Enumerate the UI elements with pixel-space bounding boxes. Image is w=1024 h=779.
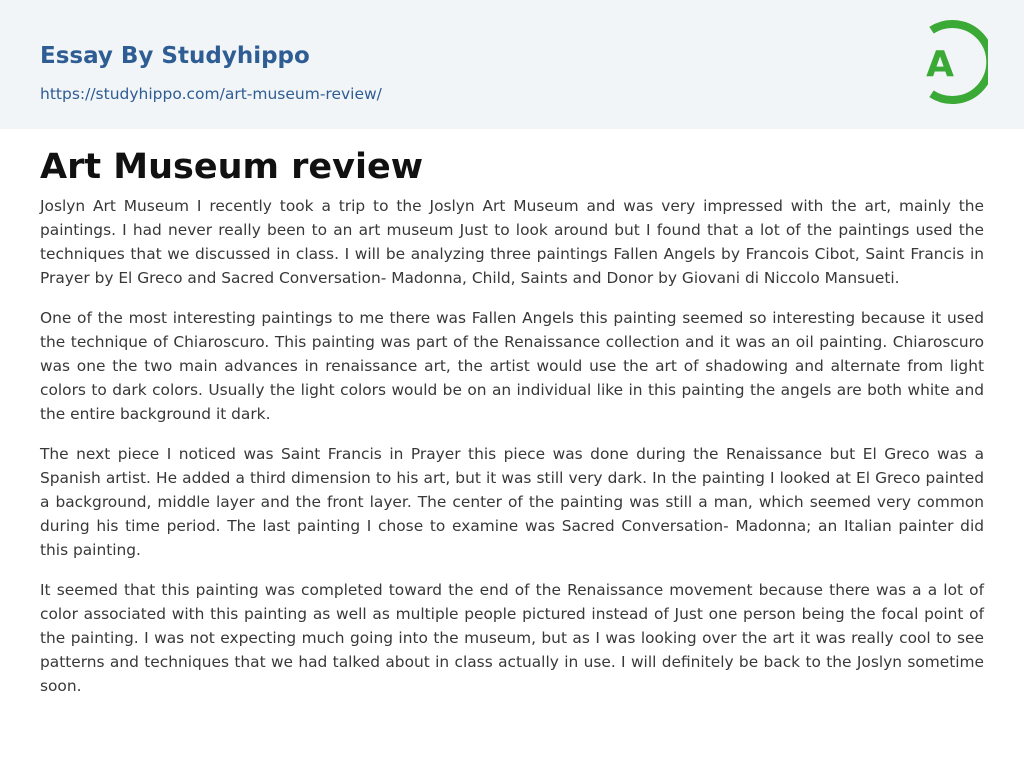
source-url-link[interactable]: https://studyhippo.com/art-museum-review/ [40, 85, 382, 103]
paragraph: The next piece I noticed was Saint Francis in Prayer this piece was done during the Renaissance but El Greco was a Spanish artist. He added a third dimension to his art, but it was still very dark. In the painting I looked at El Greco painted a background, middle layer and the front layer. The center of the painting was still a man, which seemed very common during his time period. The last painting I chose to examine was Sacred Conversation- Madonna; an Italian painter did this painting. [40, 445, 984, 559]
paragraph: It seemed that this painting was completed toward the end of the Renaissance movement because there was a a lot of color associated with this painting as well as multiple people pictured instead of Just one person being the focal point of the painting. I was not expecting much going into the museum, but as I was looking over the art it was really cool to see patterns and techniques that we had talked about in class actually in use. I will definitely be back to the Joslyn sometime soon. [40, 581, 984, 695]
article-title: Art Museum review [40, 147, 424, 187]
article-body [40, 194, 984, 714]
logo-letter: A [926, 44, 954, 85]
paragraph: Joslyn Art Museum I recently took a trip to the Joslyn Art Museum and was very impressed with the art, mainly the paintings. I had never really been to an art museum Just to look around but I found that a lot of the paintings used the techniques that we discussed in class. I will be analyzing three paintings Fallen Angels by Francois Cibot, Saint Francis in Prayer by El Greco and Sacred Conversation- Madonna, Child, Saints and Donor by Giovani di Niccolo Mansueti. [40, 197, 984, 287]
studyhippo-logo-icon [912, 18, 988, 106]
brand-title: Essay By Studyhippo [40, 43, 310, 69]
paragraph: One of the most interesting paintings to me there was Fallen Angels this painting seemed so interesting because it used the technique of Chiaroscuro. This painting was part of the Renaissance collection and it was an oil painting. Chiaroscuro was one the two main advances in renaissance art, the artist would use the art of shadowing and alternate from light colors to dark colors. Usually the light colors would be on an individual like in this painting the angels are both white and the entire background it dark. [40, 309, 984, 423]
page-header [0, 0, 1024, 129]
